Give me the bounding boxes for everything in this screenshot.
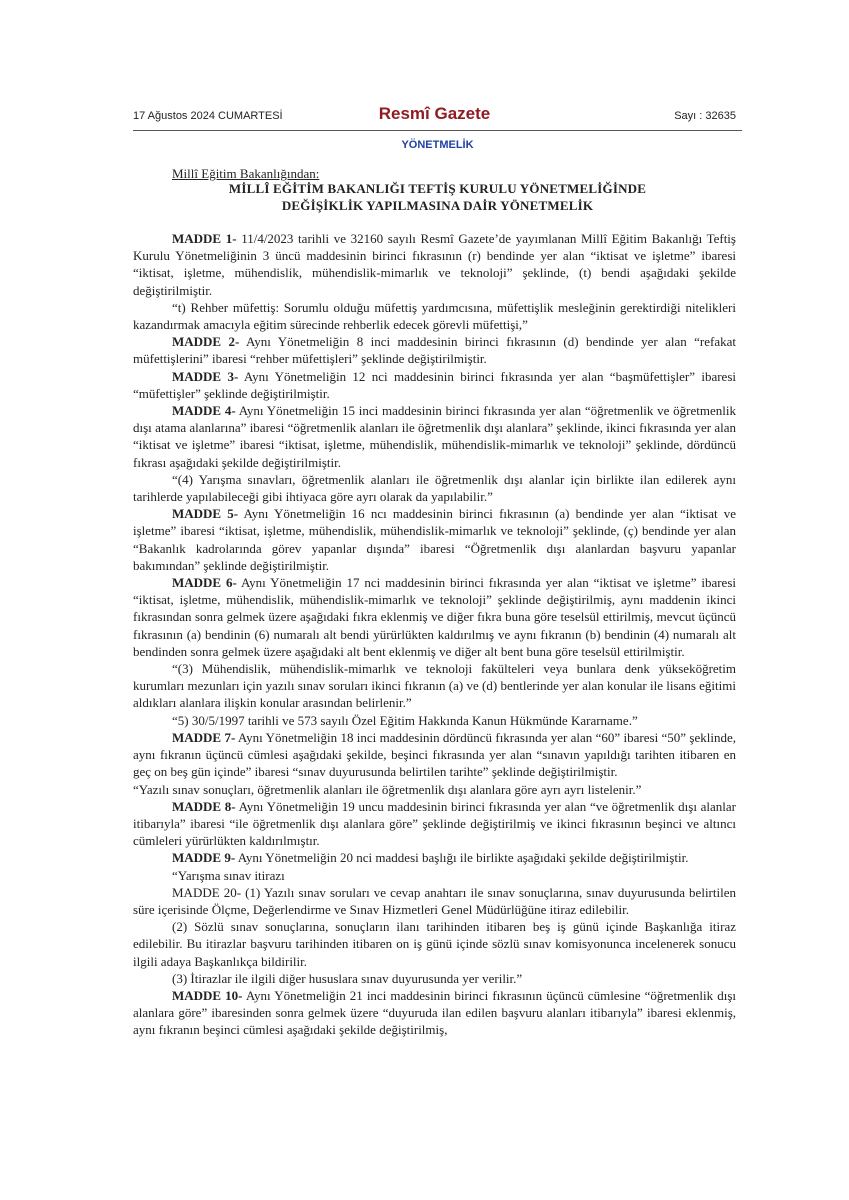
- paragraph-text: Aynı Yönetmeliğin 8 inci maddesinin birinci fıkrasının (d) bendinde yer alan “refakat müfettişlerini” ibaresi “rehber müfettişleri” şeklinde değiştirilmiştir.: [133, 334, 736, 367]
- paragraph-text: (2) Sözlü sınav sonuçlarına, sonuçların ilanı tarihinden itibaren beş iş günü içinde Başkanlığa itiraz edilebilir. Bu itirazlar başvuru tarihinden itibaren on iş günü içinde sözlü sınav komisyonunca incelenerek sonucu ilgili adaya Başkanlıkça bildirilir.: [133, 919, 736, 969]
- amendment-text: [133, 781, 736, 798]
- issuing-ministry: Millî Eğitim Bakanlığından:: [172, 166, 320, 181]
- article-paragraph: [133, 849, 736, 866]
- paragraph-text: Aynı Yönetmeliğin 15 inci maddesinin birinci fıkrasında yer alan “öğretmenlik ve öğretmenlik dışı atama alanlarına” ibaresi “öğretmenlik alanları ile öğretmenlik dışı alanlara” şeklinde, ikinci fıkrasında yer alan “iktisat ve işletme” ibaresi “iktisat, işletme, mühendislik, mühendislik-mimarlık ve teknoloji” şeklinde, dördüncü fıkrası aşağıdaki şekilde değiştirilmiştir.: [133, 403, 736, 470]
- article-label: MADDE 7-: [172, 729, 236, 745]
- amendment-text: [133, 660, 736, 712]
- paragraph-text: Aynı Yönetmeliğin 17 nci maddesinin birinci fıkrasında yer alan “iktisat ve işletme” ibaresi “iktisat, işletme, mühendislik, mühendislik-mimarlık ve teknoloji” şeklinde değiştirilmiş, aynı maddenin ikinci fıkrasından sonra gelmek üzere aşağıdaki fıkra eklenmiş ve diğer fıkra buna göre teselsül ettirilmiş, mevcut üçüncü fıkrasının (a) bendinin (6) numaralı alt bendi yürürlükten kaldırılmış ve aynı fıkranın (b) bendinin (4) numaralı alt bendinden sonra gelmek üzere aşağıdaki alt bent eklenmiş ve diğer alt bent buna göre teselsül ettirilmiştir.: [133, 575, 736, 659]
- paragraph-text: “t) Rehber müfettiş: Sorumlu olduğu müfettiş yardımcısına, müfettişlik mesleğinin gerektirdiği nitelikleri kazandırmak amacıyla eğitim sürecinde rehberlik edecek görevli müfettişi,”: [133, 299, 736, 333]
- amendment-text: [133, 299, 736, 333]
- article-label: MADDE 10-: [172, 987, 243, 1003]
- article-label: MADDE 5-: [172, 506, 239, 522]
- paragraph-text: “Yazılı sınav sonuçları, öğretmenlik alanları ile öğretmenlik dışı alanlara göre ayrı ayrı listelenir.”: [133, 781, 642, 797]
- amendment-text: [133, 712, 736, 729]
- amendment-text: [133, 867, 736, 884]
- paragraph-text: “(3) Mühendislik, mühendislik-mimarlık ve teknoloji fakülteleri veya bunlara denk yükseköğretim kurumları mezunları için yazılı sınav soruları ikinci fıkranın (a) ve (d) bentlerinde yer alan konular ile lisans eğitimi aldıkları alanlara ilişkin konular arasından belirlenir.”: [133, 661, 736, 711]
- gazette-title: Resmî Gazete: [378, 104, 491, 123]
- article-label: MADDE 9-: [172, 850, 236, 866]
- paragraph-text: “Yarışma sınav itirazı: [172, 867, 285, 883]
- article-label: MADDE 2-: [172, 334, 240, 350]
- amendment-text: [133, 471, 736, 505]
- article-paragraph: [133, 230, 736, 299]
- article-paragraph: [133, 505, 736, 574]
- article-paragraph: [133, 987, 736, 1039]
- paragraph-text: “5) 30/5/1997 tarihli ve 573 sayılı Özel Eğitim Hakkında Kanun Hükmünde Kararname.”: [172, 712, 638, 728]
- article-paragraph: [133, 333, 736, 367]
- article-paragraph: [133, 798, 736, 850]
- amendment-text: [133, 918, 736, 970]
- gazette-header: [133, 104, 736, 128]
- section-label: YÖNETMELİK: [401, 139, 474, 151]
- paragraph-text: 11/4/2023 tarihli ve 32160 sayılı Resmî Gazete’de yayımlanan Millî Eğitim Bakanlığı Teftiş Kurulu Yönetmeliğinin 3 üncü maddesinin birinci fıkrasının (r) bendinde yer alan “iktisat ve işletme” ibaresi “iktisat, işletme, mühendislik, mühendislik-mimarlık ve teknoloji” şeklinde, (t) bendi aşağıdaki şekilde değiştirilmiştir.: [133, 231, 736, 298]
- article-paragraph: [133, 729, 736, 781]
- header-divider: [133, 130, 742, 131]
- article-paragraph: [133, 574, 736, 660]
- amendment-text: [133, 970, 736, 987]
- issue-number: Sayı : 32635: [674, 110, 736, 122]
- issue-date: 17 Ağustos 2024 CUMARTESİ: [133, 110, 283, 122]
- article-label: MADDE 6-: [172, 575, 237, 591]
- regulation-body: [133, 230, 736, 1039]
- paragraph-text: Aynı Yönetmeliğin 21 inci maddesinin birinci fıkrasının üçüncü cümlesine “öğretmenlik dışı alanlara göre” ibaresinden sonra gelmek üzere “duyuruda ilan edilen başvuru alanları itibarıyla” ibaresi eklenmiş, aynı fıkranın beşinci cümlesi aşağıdaki şekilde değiştirilmiş,: [133, 987, 736, 1038]
- article-label: MADDE 8-: [172, 798, 236, 814]
- paragraph-text: MADDE 20- (1) Yazılı sınav soruları ve cevap anahtarı ile sınav sonuçlarına, sınav duyurusunda belirtilen süre içerisinde Ölçme, Değerlendirme ve Sınav Hizmetleri Genel Müdürlüğüne itiraz edilebilir.: [133, 884, 736, 917]
- paragraph-text: Aynı Yönetmeliğin 12 nci maddesinin birinci fıkrasında yer alan “başmüfettişler” ibaresi “müfettişler” şeklinde değiştirilmiştir.: [133, 368, 736, 401]
- paragraph-text: (3) İtirazlar ile ilgili diğer hususlara sınav duyurusunda yer verilir.”: [172, 970, 523, 986]
- regulation-title-line-1: MİLLÎ EĞİTİM BAKANLIĞI TEFTİŞ KURULU YÖNETMELİĞİNDE: [228, 181, 647, 196]
- regulation-title-line-2: DEĞİŞİKLİK YAPILMASINA DAİR YÖNETMELİK: [281, 198, 594, 213]
- amendment-text: [133, 884, 736, 918]
- paragraph-text: Aynı Yönetmeliğin 16 ncı maddesinin birinci fıkrasının (a) bendinde yer alan “iktisat ve işletme” ibaresi “iktisat, işletme, mühendislik, mühendislik-mimarlık ve teknoloji” şeklinde, (ç) bendinde yer alan “Bakanlık kadrolarında görev yapanlar dışında” ibaresi “Öğretmenlik dışı alanlardan başvuru yapanlar bakımından” şeklinde değiştirilmiştir.: [133, 506, 736, 573]
- paragraph-text: “(4) Yarışma sınavları, öğretmenlik alanları ile öğretmenlik dışı alanlar için birlikte ilan edilerek aynı tarihlerde yapılabileceği gibi ihtiyaca göre ayrı olarak da yapılabilir.”: [133, 471, 736, 505]
- article-paragraph: [133, 368, 736, 402]
- article-label: MADDE 1-: [172, 231, 237, 246]
- article-paragraph: [133, 402, 736, 471]
- paragraph-text: Aynı Yönetmeliğin 19 uncu maddesinin birinci fıkrasında yer alan “ve öğretmenlik dışı alanlar itibarıyla” ibaresi “ile öğretmenlik dışı alanlara göre” şeklinde değiştirilmiş ve ikinci fıkrasının beşinci ve altıncı cümleleri yürürlükten kaldırılmıştır.: [133, 798, 737, 849]
- article-label: MADDE 3-: [172, 368, 239, 384]
- paragraph-text: Aynı Yönetmeliğin 20 nci maddesi başlığı ile birlikte aşağıdaki şekilde değiştirilmiştir.: [235, 850, 689, 866]
- paragraph-text: Aynı Yönetmeliğin 18 inci maddesinin dördüncü fıkrasında yer alan “60” ibaresi “50” şeklinde, aynı fıkranın üçüncü cümlesi aşağıdaki şekilde, beşinci fıkrasında yer alan “sınavın yapıldığı tarihten itibaren en geç on beş gün içinde” ibaresi “sınav duyurusunda belirtilen tarihte” şeklinde değiştirilmiştir.: [133, 729, 736, 780]
- article-label: MADDE 4-: [172, 403, 236, 419]
